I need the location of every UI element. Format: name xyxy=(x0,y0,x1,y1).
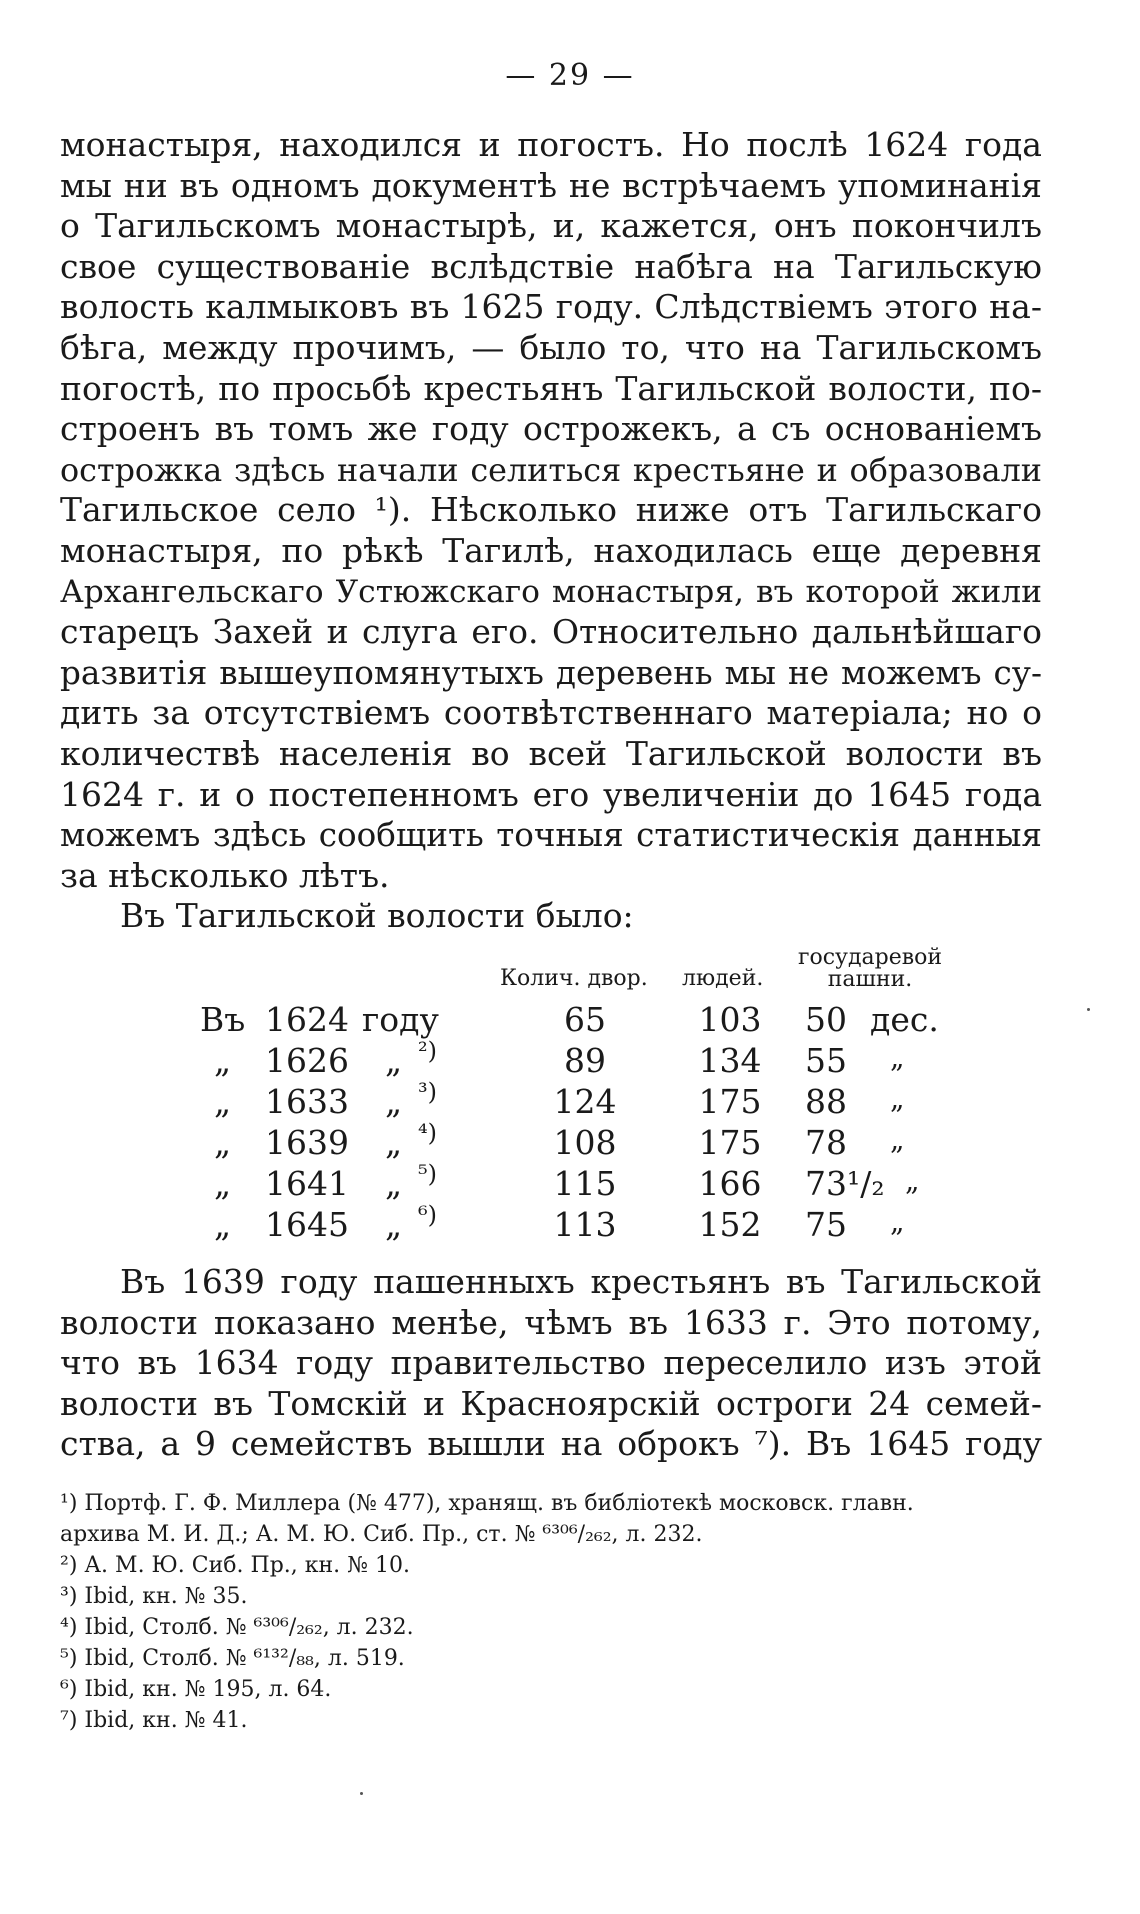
row-prefix: „ xyxy=(214,1041,232,1080)
row-unit: „ xyxy=(890,1205,905,1238)
table-row xyxy=(0,1000,1140,1040)
row-footnote-ref: ²) xyxy=(418,1037,437,1065)
row-word: „ xyxy=(385,1164,403,1203)
row-year: 1624 xyxy=(265,1000,349,1039)
text-line: свое существованіе вслѣдствіе набѣга на Тагильскую xyxy=(60,246,1042,286)
row-footnote-ref: ³) xyxy=(418,1078,437,1106)
row-footnote-ref: ⁵) xyxy=(418,1160,437,1188)
paragraph-1 xyxy=(60,125,1042,937)
row-year: 1633 xyxy=(265,1082,349,1121)
text-line: количествѣ населенія во всей Тагильской волости въ xyxy=(60,733,1042,773)
table-intro: Въ Тагильской волости было: xyxy=(120,896,634,936)
row-people: 175 xyxy=(698,1123,762,1162)
text-line: старецъ Захей и слуга его. Относительно дальнѣйшаго xyxy=(60,612,1042,652)
row-word: году xyxy=(362,1000,439,1039)
table-row xyxy=(0,1037,1140,1081)
row-year: 1645 xyxy=(265,1205,349,1244)
text-line: о Тагильскомъ монастырѣ, и, кажется, онъ покончилъ xyxy=(60,206,1042,246)
text-line: бѣга, между прочимъ, — было то, что на Тагильскомъ xyxy=(60,327,1042,367)
text-line: волости показано менѣе, чѣмъ въ 1633 г. Это потому, xyxy=(60,1302,1042,1342)
row-dvor: 115 xyxy=(553,1164,617,1203)
text-line: монастыря, находился и погостъ. Но послѣ 1624 года xyxy=(60,125,1042,164)
page-number: — 29 — xyxy=(505,58,635,93)
row-people: 103 xyxy=(698,1000,762,1039)
row-people: 152 xyxy=(698,1205,762,1244)
row-prefix: „ xyxy=(214,1205,232,1244)
table-row xyxy=(0,1160,1140,1204)
row-year: 1639 xyxy=(265,1123,349,1162)
row-pashnya: 50 xyxy=(805,1000,847,1039)
col-header-dvor: Колич. двор. xyxy=(500,966,648,991)
paragraph-3 xyxy=(60,1262,1042,1465)
speck xyxy=(1087,1008,1090,1011)
footnote-2: ²) А. М. Ю. Сиб. Пр., кн. № 10. xyxy=(60,1553,410,1578)
table-row xyxy=(0,1119,1140,1163)
text-line: Архангельскаго Устюжскаго монастыря, въ которой жили xyxy=(60,573,1042,610)
row-dvor: 89 xyxy=(564,1041,606,1080)
row-unit: „ xyxy=(905,1164,920,1197)
col-header-pashnya xyxy=(795,947,945,991)
footnote-4: ⁴) Ibid, Столб. № ⁶³⁰⁶/₂₆₂, л. 232. xyxy=(60,1615,414,1640)
row-footnote-ref: ⁶) xyxy=(418,1201,437,1229)
footnote-1: ¹) Портф. Г. Ф. Миллера (№ 477), хранящ. въ библіотекѣ московск. главн. xyxy=(60,1491,914,1516)
row-prefix: Въ xyxy=(200,1000,246,1039)
row-pashnya: 88 xyxy=(805,1082,847,1121)
row-unit: „ xyxy=(890,1082,905,1115)
col-header-people: людей. xyxy=(682,966,764,991)
col-header-pashnya-line1: государевой xyxy=(797,945,943,970)
text-line: мы ни въ одномъ документѣ не встрѣчаемъ упоминанія xyxy=(60,165,1042,205)
text-line: развитія вышеупомянутыхъ деревень мы не можемъ су- xyxy=(60,653,1042,692)
row-dvor: 124 xyxy=(553,1082,617,1121)
row-pashnya: 55 xyxy=(805,1041,847,1080)
row-pashnya: 78 xyxy=(805,1123,847,1162)
row-dvor: 65 xyxy=(564,1000,606,1039)
row-prefix: „ xyxy=(214,1164,232,1203)
text-line: Тагильское село ¹). Нѣсколько ниже отъ Тагильскаго xyxy=(60,490,1042,530)
speck xyxy=(360,1792,363,1795)
text-line: Въ 1639 году пашенныхъ крестьянъ въ Тагильской xyxy=(120,1262,1042,1301)
table-row xyxy=(0,1201,1140,1245)
table-row xyxy=(0,1078,1140,1122)
footnote-6: ⁶) Ibid, кн. № 195, л. 64. xyxy=(60,1677,332,1702)
text-line: ства, а 9 семействъ вышли на оброкъ ⁷). Въ 1645 году xyxy=(60,1424,1042,1464)
row-prefix: „ xyxy=(214,1082,232,1121)
row-unit: дес. xyxy=(870,1000,939,1039)
row-word: „ xyxy=(385,1205,403,1244)
footnote-1-cont: архива М. И. Д.; А. М. Ю. Сиб. Пр., ст. № ⁶³⁰⁶/₂₆₂, л. 232. xyxy=(60,1522,703,1547)
row-year: 1641 xyxy=(265,1164,349,1203)
footnote-7: ⁷) Ibid, кн. № 41. xyxy=(60,1708,248,1733)
row-dvor: 108 xyxy=(553,1123,617,1162)
text-line: за нѣсколько лѣтъ. xyxy=(60,855,390,895)
row-footnote-ref: ⁴) xyxy=(418,1119,437,1147)
row-people: 175 xyxy=(698,1082,762,1121)
text-line: погостѣ, по просьбѣ крестьянъ Тагильской волости, по- xyxy=(60,368,1042,408)
row-prefix: „ xyxy=(214,1123,232,1162)
text-line: дить за отсутствіемъ соотвѣтственнаго матеріала; но о xyxy=(60,693,1042,733)
row-pashnya: 73¹/₂ xyxy=(805,1164,885,1203)
text-line: монастыря, по рѣкѣ Тагилѣ, находилась еще деревня xyxy=(60,530,1042,570)
row-people: 166 xyxy=(698,1164,762,1203)
row-unit: „ xyxy=(890,1041,905,1074)
text-line: острожка здѣсь начали селиться крестьяне и образовали xyxy=(60,450,1042,489)
text-line: 1624 г. и о постепенномъ его увеличеніи до 1645 года xyxy=(60,774,1042,814)
row-word: „ xyxy=(385,1041,403,1080)
col-header-pashnya-line2: пашни. xyxy=(827,967,913,992)
row-dvor: 113 xyxy=(553,1205,617,1244)
text-line: строенъ въ томъ же году острожекъ, а съ основаніемъ xyxy=(60,409,1042,449)
text-line: волость калмыковъ въ 1625 году. Слѣдствіемъ этого на- xyxy=(60,287,1042,327)
text-line: волости въ Томскій и Красноярскій остроги 24 семей- xyxy=(60,1383,1042,1423)
row-unit: „ xyxy=(890,1123,905,1156)
footnotes xyxy=(60,1488,1060,1736)
row-year: 1626 xyxy=(265,1041,349,1080)
footnote-5: ⁵) Ibid, Столб. № ⁶¹³²/₈₈, л. 519. xyxy=(60,1646,405,1671)
footnote-3: ³) Ibid, кн. № 35. xyxy=(60,1584,248,1609)
text-line: можемъ здѣсь сообщить точныя статистическія данныя xyxy=(60,816,1042,855)
row-pashnya: 75 xyxy=(805,1205,847,1244)
row-people: 134 xyxy=(698,1041,762,1080)
text-line: что въ 1634 году правительство переселило изъ этой xyxy=(60,1343,1042,1383)
row-word: „ xyxy=(385,1123,403,1162)
row-word: „ xyxy=(385,1082,403,1121)
